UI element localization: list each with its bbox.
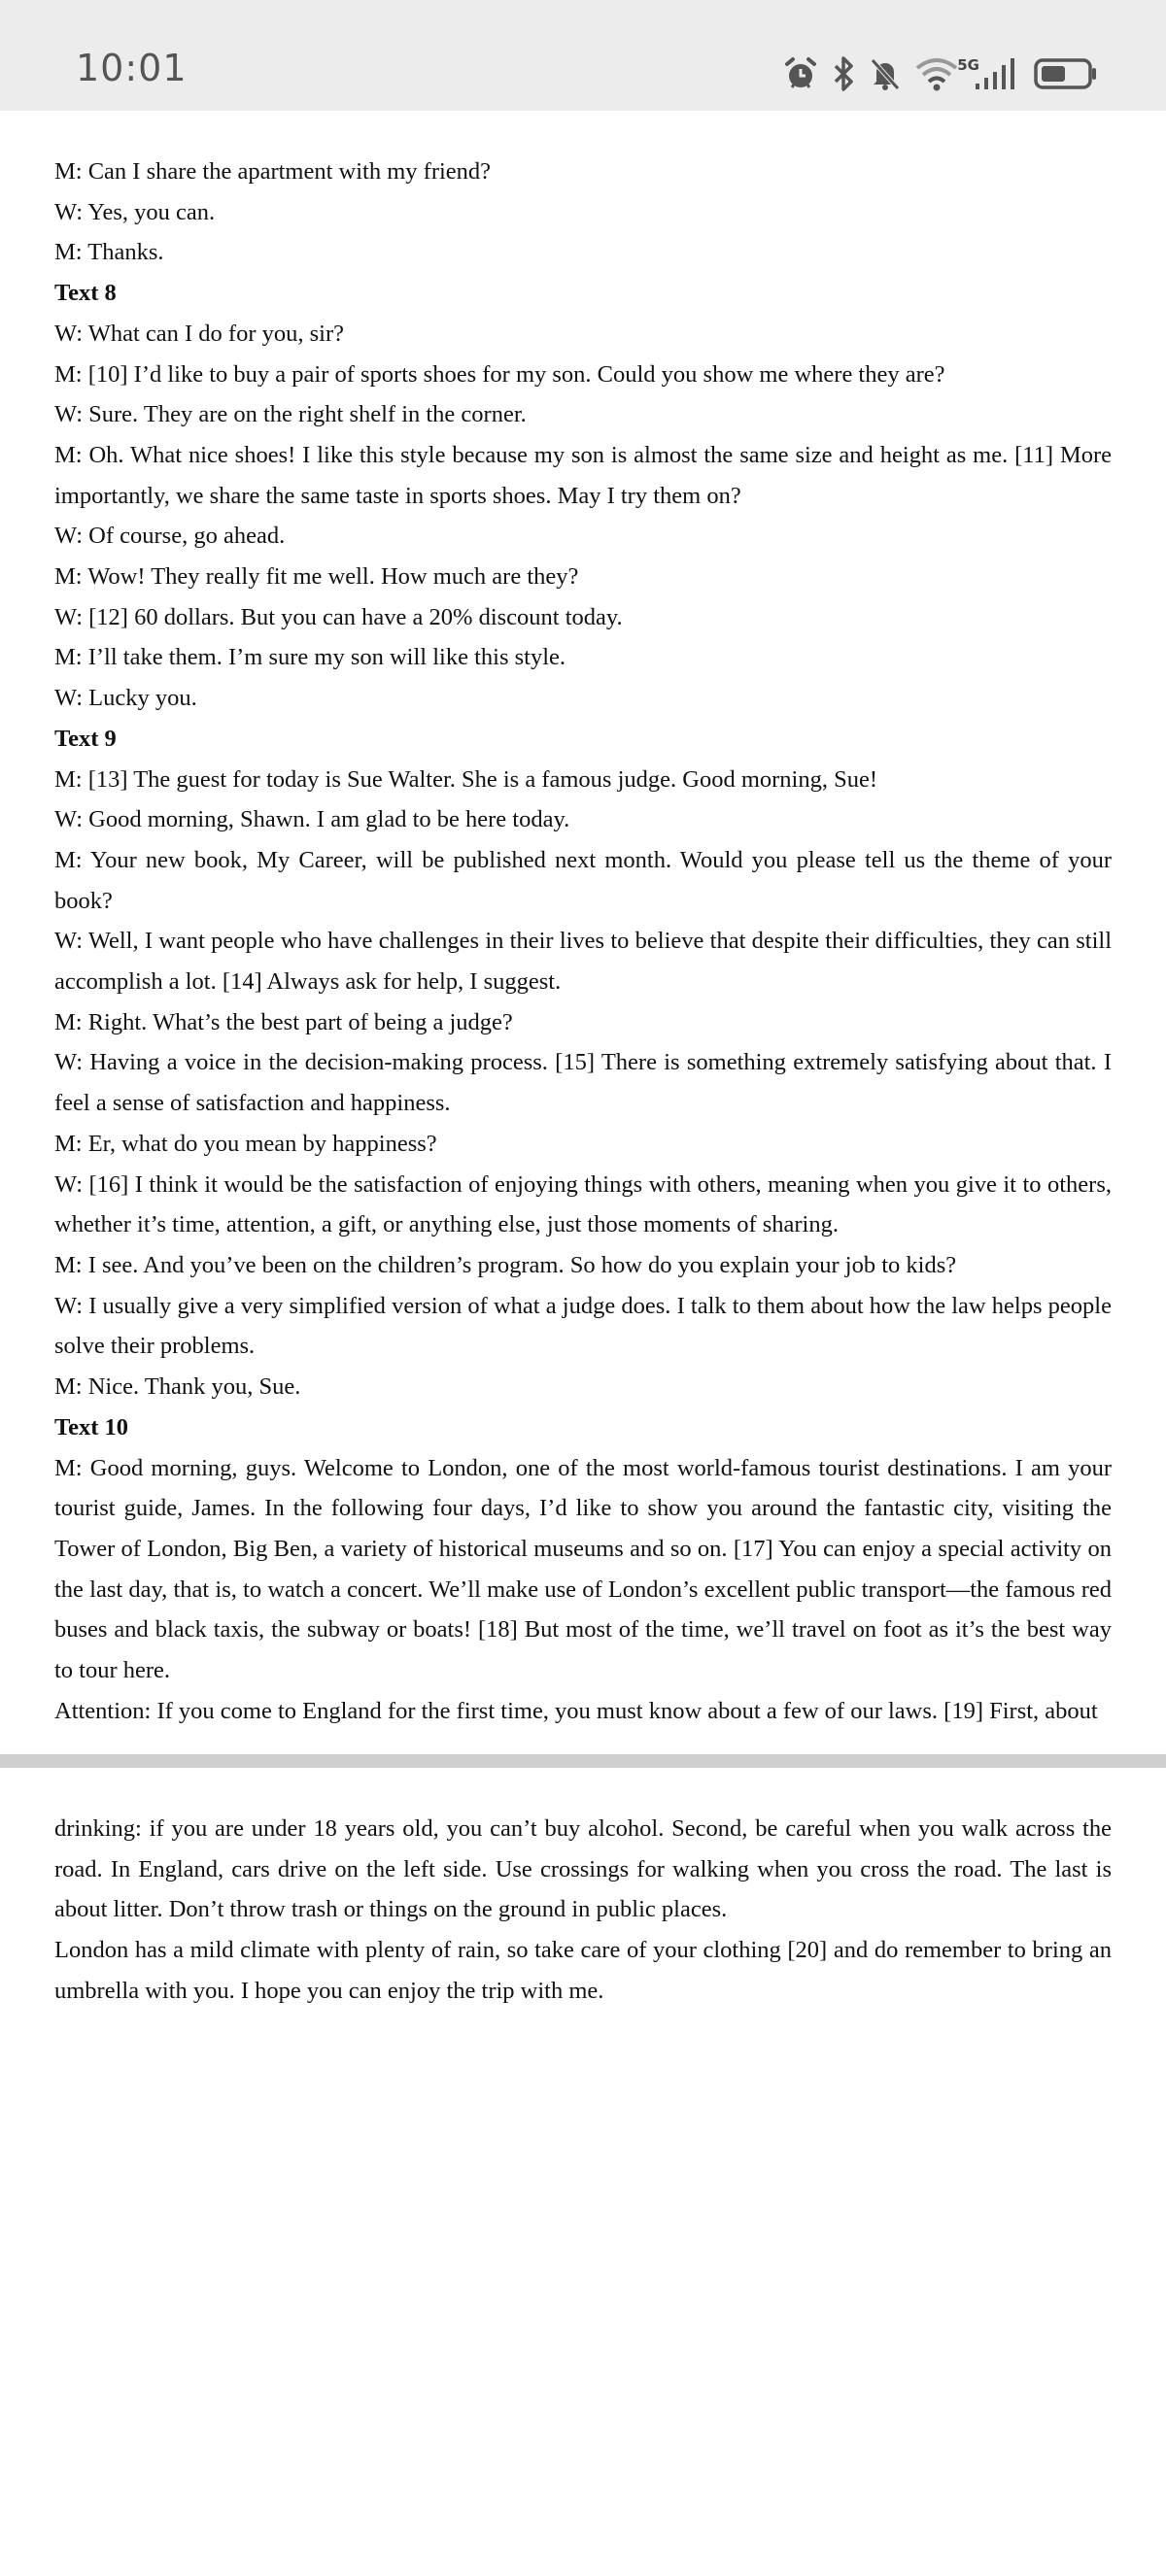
transcript-line: W: I usually give a very simplified version of what a judge does. I talk to them about how the law helps people solve their problems. <box>54 1292 1112 1360</box>
status-icons <box>783 52 1098 95</box>
transcript-line: M: Oh. What nice shoes! I like this style because my son is almost the same size and height as me. [11] More importantly, we share the same taste in sports shoes. May I try them on? <box>54 441 1112 509</box>
battery-icon <box>1034 56 1098 91</box>
transcript-line: M: [10] I’d like to buy a pair of sports shoes for my son. Could you show me where they are? <box>54 360 945 388</box>
transcript-line: M: Can I share the apartment with my friend? <box>54 158 492 185</box>
transcript-line: W: [12] 60 dollars. But you can have a 20% discount today. <box>54 603 623 630</box>
status-time: 10:01 <box>76 47 188 89</box>
page-separator <box>0 1754 1166 1768</box>
bluetooth-icon <box>832 55 855 92</box>
transcript-line: W: Well, I want people who have challenges in their lives to believe that despite their difficulties, they can still accomplish a lot. [14] Always ask for help, I suggest. <box>54 928 1112 996</box>
bell-muted-icon <box>869 56 902 91</box>
page-1-text <box>54 152 1112 1731</box>
transcript-line: M: Nice. Thank you, Sue. <box>54 1373 301 1401</box>
transcript-line: W: What can I do for you, sir? <box>54 320 344 347</box>
transcript-line: M: Er, what do you mean by happiness? <box>54 1130 437 1157</box>
transcript-line: M: Thanks. <box>54 239 164 266</box>
page-2-text <box>54 1809 1112 2012</box>
wifi-icon <box>915 56 958 91</box>
section-heading: Text 8 <box>54 280 117 307</box>
transcript-line: W: Yes, you can. <box>54 198 216 225</box>
transcript-line: W: [16] I think it would be the satisfaction of enjoying things with others, meaning when you give it to others, whether it’s time, attention, a gift, or anything else, just those moments of sharing. <box>54 1170 1112 1238</box>
transcript-line: M: I’ll take them. I’m sure my son will like this style. <box>54 644 566 671</box>
section-heading: Text 10 <box>54 1413 129 1441</box>
network-type-label: 5G <box>957 56 979 74</box>
signal-icon <box>972 56 1020 91</box>
document-page-1 <box>0 111 1166 1754</box>
transcript-line: W: Good morning, Shawn. I am glad to be here today. <box>54 806 570 833</box>
document-page-2 <box>0 1768 1166 2576</box>
transcript-line: M: Wow! They really fit me well. How much are they? <box>54 563 579 591</box>
transcript-line: W: Of course, go ahead. <box>54 523 286 550</box>
transcript-line: M: I see. And you’ve been on the children’s program. So how do you explain your job to kids? <box>54 1251 957 1278</box>
transcript-line: W: Sure. They are on the right shelf in the corner. <box>54 401 527 428</box>
transcript-line: M: Your new book, My Career, will be published next month. Would you please tell us the theme of your book? <box>54 846 1112 914</box>
transcript-line: W: Lucky you. <box>54 685 197 712</box>
alarm-icon <box>783 56 818 91</box>
transcript-line: M: Good morning, guys. Welcome to London, one of the most world-famous tourist destinations. I am your tourist guide, James. In the following four days, I’d like to show you around the fantastic city, visiting the Tower of London, Big Ben, a variety of historical museums and so on. [17] You can enjoy a special activity on the last day, that is, to watch a concert. We’ll make use of London’s excellent public transport—the famous red buses and black taxis, the subway or boats! [18] But most of the time, we’ll travel on foot as it’s the best way to tour here. <box>54 1454 1112 1684</box>
transcript-line: M: Right. What’s the best part of being a judge? <box>54 1008 513 1035</box>
transcript-line: Attention: If you come to England for the first time, you must know about a few of our laws. [19] First, about <box>54 1697 1098 1724</box>
transcript-line: M: [13] The guest for today is Sue Walter. She is a famous judge. Good morning, Sue! <box>54 765 878 793</box>
section-heading: Text 9 <box>54 725 117 752</box>
transcript-line: London has a mild climate with plenty of rain, so take care of your clothing [20] and do remember to bring an umbrella with you. I hope you can enjoy the trip with me. <box>54 1937 1112 2004</box>
transcript-line: W: Having a voice in the decision-making process. [15] There is something extremely satisfying about that. I feel a sense of satisfaction and happiness. <box>54 1049 1112 1117</box>
status-bar <box>0 0 1166 111</box>
transcript-line: drinking: if you are under 18 years old, you can’t buy alcohol. Second, be careful when you walk across the road. In England, cars drive on the left side. Use crossings for walking when you cross the road. The last is about litter. Don’t throw trash or things on the ground in public places. <box>54 1815 1112 1923</box>
